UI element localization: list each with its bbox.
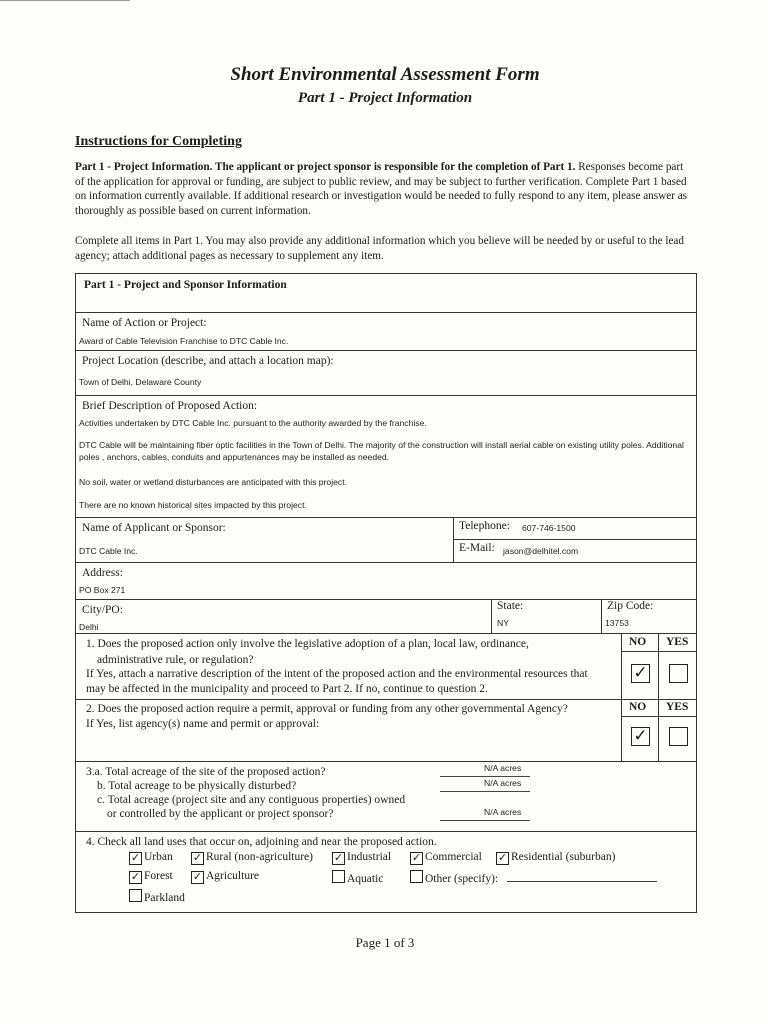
question-1-line-1: 1. Does the proposed action only involve the legislative adoption of a plan, local law, ordinance, — [86, 638, 529, 650]
urban-checkbox[interactable]: ✓ — [130, 851, 141, 864]
applicant-field[interactable]: DTC Cable Inc. — [79, 546, 138, 556]
residential-checkbox[interactable]: ✓ — [497, 851, 508, 864]
question-2-line-1: 2. Does the proposed action require a permit, approval or funding from any other governmental Agency? — [86, 703, 568, 715]
question-2-line-2: If Yes, list agency(s) name and permit or approval: — [86, 718, 320, 730]
state-label: State: — [497, 600, 524, 612]
description-line-4[interactable]: There are no known historical sites impacted by this project. — [79, 500, 307, 510]
applicant-label: Name of Applicant or Sponsor: — [82, 522, 226, 534]
divider — [621, 716, 696, 717]
telephone-label: Telephone: — [459, 520, 510, 532]
description-line-3[interactable]: No soil, water or wetland disturbances are anticipated with this project. — [79, 477, 347, 487]
description-line-2[interactable]: DTC Cable will be maintaining fiber optic facilities in the Town of Delhi. The majority of the construction will install aerial cable on existing utility poles. Additional poles , anchors, cables, conduits and appurtenances may be installed as needed. — [79, 440, 684, 462]
page-number: Page 1 of 3 — [355, 935, 415, 950]
divider — [658, 699, 659, 761]
instructions-paragraph-1 — [75, 160, 695, 218]
email-field[interactable]: jason@delhitel.com — [503, 546, 579, 556]
acreage-3a-underline — [440, 776, 530, 777]
name-of-action-label: Name of Action or Project: — [82, 317, 207, 329]
form-subtitle: Part 1 - Project Information — [297, 90, 473, 106]
agriculture-checkbox[interactable]: ✓ — [192, 870, 203, 883]
state-field[interactable]: NY — [497, 618, 509, 628]
q1-yes-checkbox[interactable] — [669, 664, 688, 683]
question-4: 4. Check all land uses that occur on, adjoining and near the proposed action. — [86, 836, 437, 848]
question-1-line-2: administrative rule, or regulation? — [97, 654, 254, 666]
divider — [453, 539, 696, 540]
q2-no-checkbox[interactable]: ✓ — [631, 727, 650, 746]
name-of-action-field[interactable]: Award of Cable Television Franchise to DTC Cable Inc. — [79, 336, 289, 346]
divider — [491, 599, 492, 633]
q1-yes-header: YES — [666, 636, 689, 648]
instructions-p1-rest: Responses become part of the application for approval or funding, are subject to public review, and may be subject to further verification. Complete Part 1 based on information currently available. If additional research or investigation would be needed to fully respond to any item, please answer as thoroughly as possible based on current information. — [75, 161, 688, 217]
email-label: E-Mail: — [459, 542, 495, 554]
agriculture-label: Agriculture — [206, 870, 260, 882]
industrial-checkbox[interactable]: ✓ — [333, 851, 344, 864]
divider — [75, 350, 696, 351]
divider — [75, 633, 696, 634]
land-use-urban[interactable] — [129, 851, 173, 865]
question-3c-line-2: or controlled by the applicant or project sponsor? — [107, 808, 334, 820]
form-title: Short Environmental Assessment Form — [230, 64, 540, 85]
zip-label: Zip Code: — [607, 600, 654, 612]
instructions-heading: Instructions for Completing — [75, 134, 242, 149]
land-use-forest[interactable] — [129, 870, 173, 884]
acreage-3c-underline — [440, 820, 530, 821]
land-use-aquatic[interactable] — [332, 870, 383, 885]
address-field[interactable]: PO Box 271 — [79, 585, 126, 595]
question-3a: 3.a. Total acreage of the site of the proposed action? — [86, 766, 326, 778]
question-3c-line-1: c. Total acreage (project site and any contiguous properties) owned — [97, 794, 406, 806]
divider — [75, 517, 696, 518]
forest-checkbox[interactable]: ✓ — [130, 870, 141, 883]
divider — [75, 312, 696, 313]
land-use-other[interactable] — [410, 870, 498, 885]
section-title: Part 1 - Project and Sponsor Information — [84, 279, 287, 291]
divider — [75, 562, 696, 563]
divider — [621, 699, 622, 761]
divider — [621, 651, 696, 652]
residential-label: Residential (suburban) — [511, 851, 616, 863]
rural-label: Rural (non-agriculture) — [206, 851, 313, 863]
other-label: Other (specify): — [425, 873, 499, 885]
divider — [75, 699, 696, 700]
other-checkbox[interactable] — [410, 870, 423, 883]
q2-yes-header: YES — [666, 701, 689, 713]
land-use-agriculture[interactable] — [191, 870, 259, 884]
q2-yes-checkbox[interactable] — [669, 727, 688, 746]
q1-no-checkbox[interactable]: ✓ — [631, 664, 650, 683]
other-specify-line[interactable] — [507, 881, 657, 882]
land-use-industrial[interactable] — [332, 851, 391, 865]
land-use-residential[interactable] — [496, 851, 615, 865]
divider — [75, 599, 696, 600]
acreage-3a-field[interactable]: N/A acres — [484, 763, 522, 773]
acreage-3b-underline — [440, 791, 530, 792]
address-label: Address: — [82, 567, 123, 579]
parkland-label: Parkland — [144, 892, 185, 904]
question-1-line-3: If Yes, attach a narrative description of the intent of the proposed action and the environmental resources that — [86, 668, 588, 680]
city-label: City/PO: — [82, 604, 123, 616]
acreage-3c-field[interactable]: N/A acres — [484, 807, 522, 817]
brief-description-label: Brief Description of Proposed Action: — [82, 400, 258, 412]
land-use-parkland[interactable] — [129, 889, 185, 904]
commercial-label: Commercial — [425, 851, 482, 863]
city-field[interactable]: Delhi — [79, 622, 99, 632]
parkland-checkbox[interactable] — [129, 889, 142, 902]
industrial-label: Industrial — [347, 851, 392, 863]
project-location-field[interactable]: Town of Delhi, Delaware County — [79, 377, 202, 387]
divider — [75, 395, 696, 396]
q1-no-header: NO — [629, 636, 647, 648]
divider — [75, 831, 696, 832]
question-1-line-4: may be affected in the municipality and proceed to Part 2. If no, continue to question 2. — [86, 683, 488, 695]
aquatic-checkbox[interactable] — [332, 870, 345, 883]
divider — [601, 599, 602, 633]
top-edge-line — [0, 0, 130, 1]
commercial-checkbox[interactable]: ✓ — [411, 851, 422, 864]
urban-label: Urban — [144, 851, 173, 863]
rural-checkbox[interactable]: ✓ — [192, 851, 203, 864]
land-use-rural[interactable] — [191, 851, 313, 865]
divider — [658, 633, 659, 699]
project-location-label: Project Location (describe, and attach a location map): — [82, 355, 334, 367]
instructions-p1-bold: Part 1 - Project Information. The applicant or project sponsor is responsible for the completion of Part 1. — [75, 161, 576, 173]
question-3b: b. Total acreage to be physically disturbed? — [97, 780, 297, 792]
zip-field[interactable]: 13753 — [605, 618, 629, 628]
q2-no-header: NO — [629, 701, 647, 713]
divider — [75, 761, 696, 762]
aquatic-label: Aquatic — [347, 873, 384, 885]
land-use-commercial[interactable] — [410, 851, 482, 865]
description-line-1[interactable]: Activities undertaken by DTC Cable Inc. pursuant to the authority awarded by the franchise. — [79, 418, 427, 428]
forest-label: Forest — [144, 870, 173, 882]
acreage-3b-field[interactable]: N/A acres — [484, 778, 522, 788]
telephone-field[interactable]: 607-746-1500 — [522, 523, 576, 533]
divider — [621, 633, 622, 699]
instructions-paragraph-2: Complete all items in Part 1. You may also provide any additional information which you believe will be needed by or useful to the lead agency; attach additional pages as necessary to supplement any item. — [75, 235, 684, 262]
